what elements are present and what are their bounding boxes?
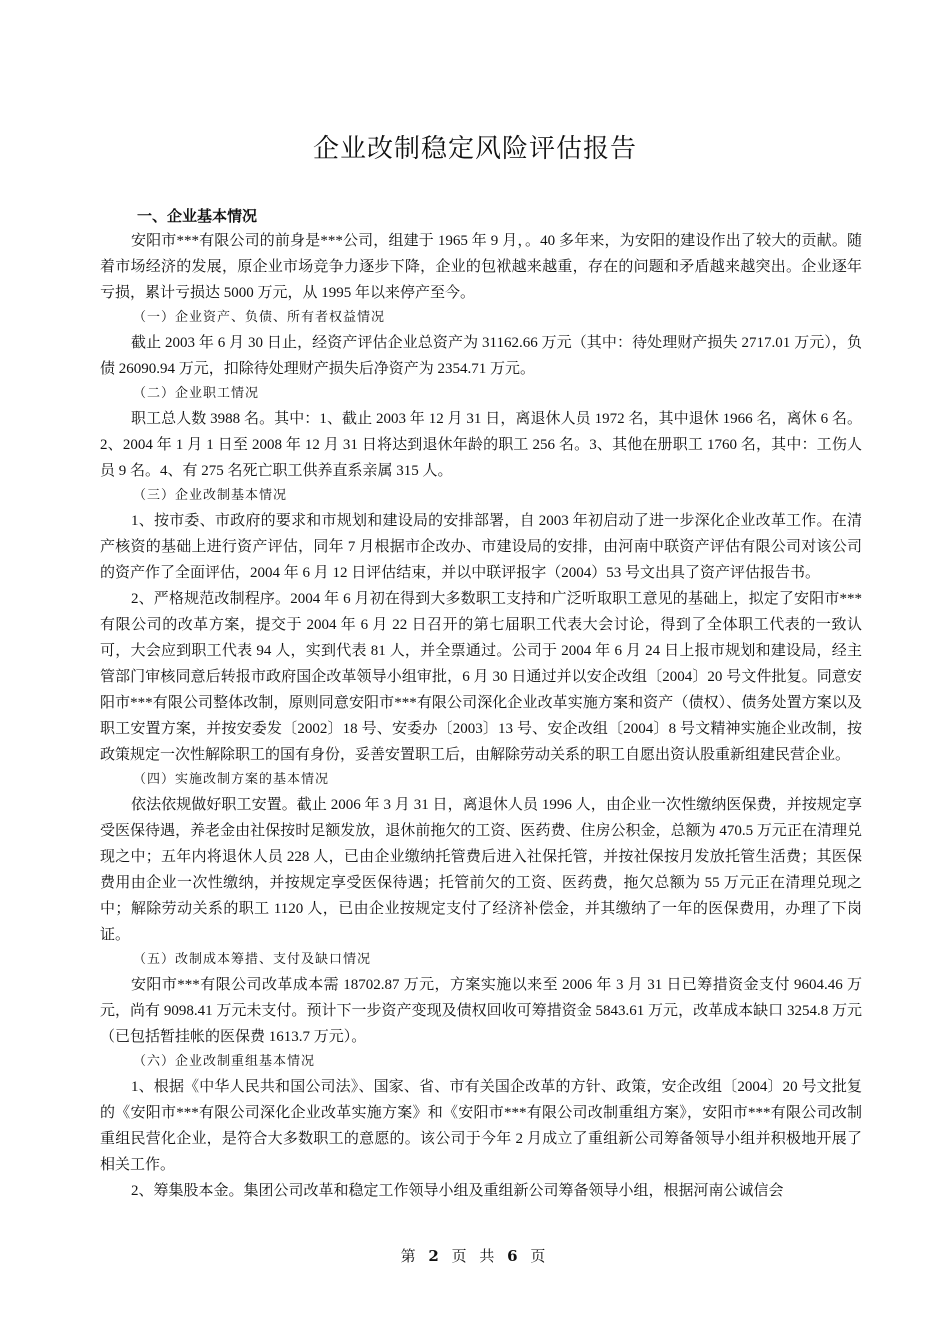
- footer-suffix: 页: [530, 1247, 550, 1265]
- subsection-heading-4: （四）实施改制方案的基本情况: [133, 772, 330, 787]
- paragraph-restructure-2: 2、筹集股本金。集团公司改革和稳定工作领导小组及重组新公司筹备领导小组，根据河南公诚信会: [131, 1183, 784, 1199]
- document-body: [100, 204, 862, 1204]
- document-title: 企业改制稳定风险评估报告: [312, 134, 637, 164]
- subsection-heading-5: （五）改制成本筹措、支付及缺口情况: [133, 952, 372, 967]
- subsection-heading-3: （三）企业改制基本情况: [133, 488, 288, 503]
- paragraph-restructure-1: 1、根据《中华人民共和国公司法》、国家、省、市有关国企改革的方针、政策，安企改组〔2004〕20 号文批复的《安阳市***有限公司深化企业改革实施方案》和《安阳市***有限公司改制重组方案》，安阳市***有限公司改制重组民营化企业，是符合大多数职工的意愿的。该公司于今年 2 月成立了重组新公司筹备领导小组并积极地开展了相关工作。: [100, 1079, 862, 1173]
- footer-page-number: 2: [428, 1247, 443, 1265]
- paragraph-reform-2: 2、严格规范改制程序。2004 年 6 月初在得到大多数职工支持和广泛听取职工意见的基础上，拟定了安阳市***有限公司的改革方案，提交于 2004 年 6 月 22 日召开的第七届职工代表大会讨论，得到了全体职工代表的一致认可，大会应到职工代表 94 人，实到代表 81 人，并全票通过。公司于 2004 年 6 月 24 日上报市规划和建设局，经主管部门审核同意后转报市政府国企改革领导小组审批，6 月 30 日通过并以安企改组〔2004〕20 号文件批复。同意安阳市***有限公司整体改制，原则同意安阳市***有限公司深化企业改革实施方案和资产（债权）、债务处置方案以及职工安置方案，并按安委发〔2002〕18 号、安委办〔2003〕13 号、安企改组〔2004〕8 号文精神实施企业改制，按政策规定一次性解除职工的国有身份，妥善安置职工后，由解除劳动关系的职工自愿出资认股重新组建民营企业。: [100, 591, 862, 763]
- footer-middle: 页 共: [451, 1247, 499, 1265]
- footer-prefix: 第: [400, 1247, 420, 1265]
- paragraph-intro: 安阳市***有限公司的前身是***公司，组建于 1965 年 9 月，。40 多年来，为安阳的建设作出了较大的贡献。随着市场经济的发展，原企业市场竞争力逐步下降，企业的包袱越来越重，存在的问题和矛盾越来越突出。企业逐年亏损，累计亏损达 5000 万元，从 1995 年以来停产至今。: [100, 233, 862, 301]
- subsection-heading-1: （一）企业资产、负债、所有者权益情况: [133, 310, 386, 325]
- paragraph-assets: 截止 2003 年 6 月 30 日止，经资产评估企业总资产为 31162.66 万元（其中：待处理财产损失 2717.01 万元），负债 26090.94 万元，扣除待处理财产损失后净资产为 2354.71 万元。: [100, 335, 862, 377]
- page-footer: [0, 1245, 950, 1266]
- section-heading: 一、企业基本情况: [137, 207, 258, 225]
- subsection-heading-2: （二）企业职工情况: [133, 386, 260, 401]
- paragraph-cost: 安阳市***有限公司改革成本需 18702.87 万元，方案实施以来至 2006 年 3 月 31 日已筹措资金支付 9604.46 万元，尚有 9098.41 万元未支付。预计下一步资产变现及债权回收可筹措资金 5843.61 万元，改革成本缺口 3254.8 万元（已包括暂挂帐的医保费 1613.7 万元）。: [100, 977, 862, 1045]
- paragraph-reform-1: 1、按市委、市政府的要求和市规划和建设局的安排部署，自 2003 年初启动了进一步深化企业改革工作。在清产核资的基础上进行资产评估，同年 7 月根据市企改办、市建设局的安排，由河南中联资产评估有限公司对该公司的资产作了全面评估，2004 年 6 月 12 日评估结束，并以中联评报字（2004）53 号文出具了资产评估报告书。: [100, 513, 862, 581]
- subsection-heading-6: （六）企业改制重组基本情况: [133, 1054, 316, 1069]
- footer-total-pages: 6: [507, 1247, 522, 1265]
- paragraph-implementation: 依法依规做好职工安置。截止 2006 年 3 月 31 日，离退休人员 1996 人，由企业一次性缴纳医保费，并按规定享受医保待遇，养老金由社保按时足额发放，退休前拖欠的工资、医药费、住房公积金，总额为 470.5 万元正在清理兑现之中；五年内将退休人员 228 人，已由企业缴纳托管费后进入社保托管，并按社保按月发放托管生活费；其医保费用由企业一次性缴纳，并按规定享受医保待遇；托管前欠的工资、医药费，拖欠总额为 55 万元正在清理兑现之中；解除劳动关系的职工 1120 人，已由企业按规定支付了经济补偿金，并其缴纳了一年的医保费用，办理了下岗证。: [100, 797, 862, 943]
- paragraph-staff: 职工总人数 3988 名。其中：1、截止 2003 年 12 月 31 日，离退休人员 1972 名，其中退休 1966 名，离休 6 名。2、2004 年 1 月 1 日至 2008 年 12 月 31 日将达到退休年龄的职工 256 名。3、其他在册职工 1760 名，其中：工伤人员 9 名。4、有 275 名死亡职工供养直系亲属 315 人。: [100, 411, 862, 479]
